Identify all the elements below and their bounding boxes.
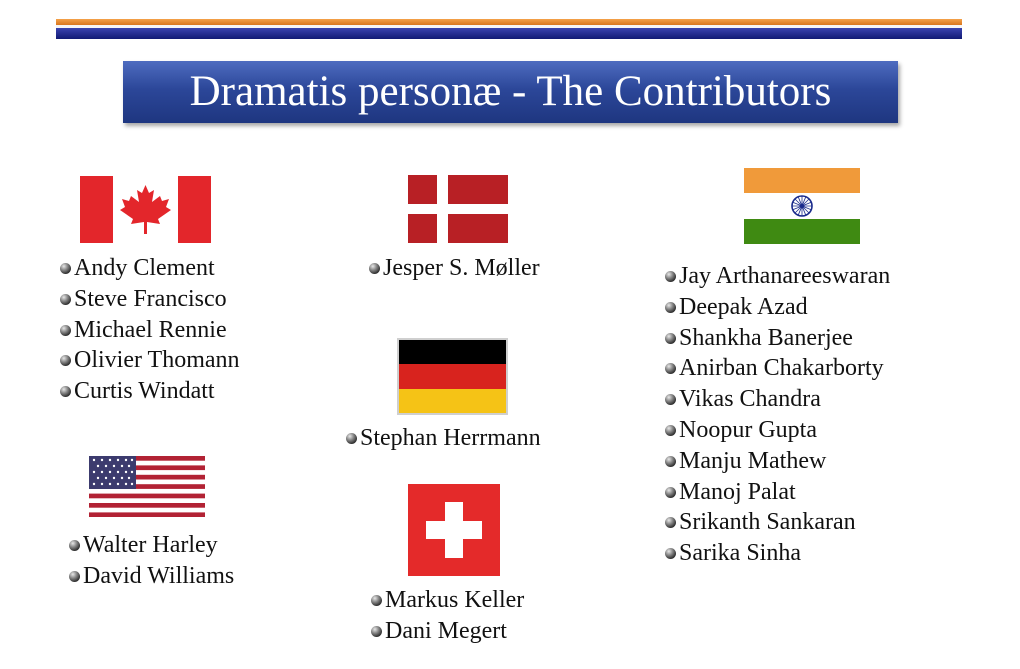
bullet-icon [665,548,676,559]
list-item: Anirban Chakarborty [665,353,890,384]
switzerland-flag [408,484,500,576]
list-item: Deepak Azad [665,292,890,323]
list-item: Stephan Herrmann [346,423,541,454]
bullet-icon [346,433,357,444]
bullet-icon [369,263,380,274]
list-item: Olivier Thomann [60,345,240,376]
top-blue-stripe [56,28,962,39]
list-item: Shankha Banerjee [665,323,890,354]
germany-contributors [346,423,541,454]
slide-title: Dramatis personæ - The Contributors [123,61,898,123]
usa-flag [89,456,205,517]
bullet-icon [60,294,71,305]
bullet-icon [665,394,676,405]
bullet-icon [60,325,71,336]
bullet-icon [665,487,676,498]
denmark-flag [408,175,508,243]
india-flag [744,168,860,244]
list-item: Srikanth Sankaran [665,507,890,538]
bullet-icon [371,595,382,606]
list-item: Manju Mathew [665,446,890,477]
bullet-icon [371,626,382,637]
bullet-icon [665,271,676,282]
list-item: Andy Clement [60,253,240,284]
bullet-icon [60,355,71,366]
usa-contributors [69,530,234,592]
bullet-icon [69,571,80,582]
denmark-contributors [369,253,540,284]
list-item: Jay Arthanareeswaran [665,261,890,292]
list-item: David Williams [69,561,234,592]
list-item: Manoj Palat [665,477,890,508]
canada-flag [80,176,211,243]
bullet-icon [60,263,71,274]
list-item: Dani Megert [371,616,524,647]
bullet-icon [665,517,676,528]
switzerland-contributors [371,585,524,647]
bullet-icon [665,456,676,467]
list-item: Walter Harley [69,530,234,561]
list-item: Steve Francisco [60,284,240,315]
list-item: Curtis Windatt [60,376,240,407]
list-item: Noopur Gupta [665,415,890,446]
germany-flag [397,338,508,415]
bullet-icon [69,540,80,551]
list-item: Vikas Chandra [665,384,890,415]
bullet-icon [665,333,676,344]
list-item: Michael Rennie [60,315,240,346]
bullet-icon [665,302,676,313]
india-contributors [665,261,890,569]
list-item: Markus Keller [371,585,524,616]
list-item: Jesper S. Møller [369,253,540,284]
list-item: Sarika Sinha [665,538,890,569]
bullet-icon [665,425,676,436]
canada-contributors [60,253,240,407]
bullet-icon [60,386,71,397]
top-decorative-bar [56,19,962,41]
bullet-icon [665,363,676,374]
